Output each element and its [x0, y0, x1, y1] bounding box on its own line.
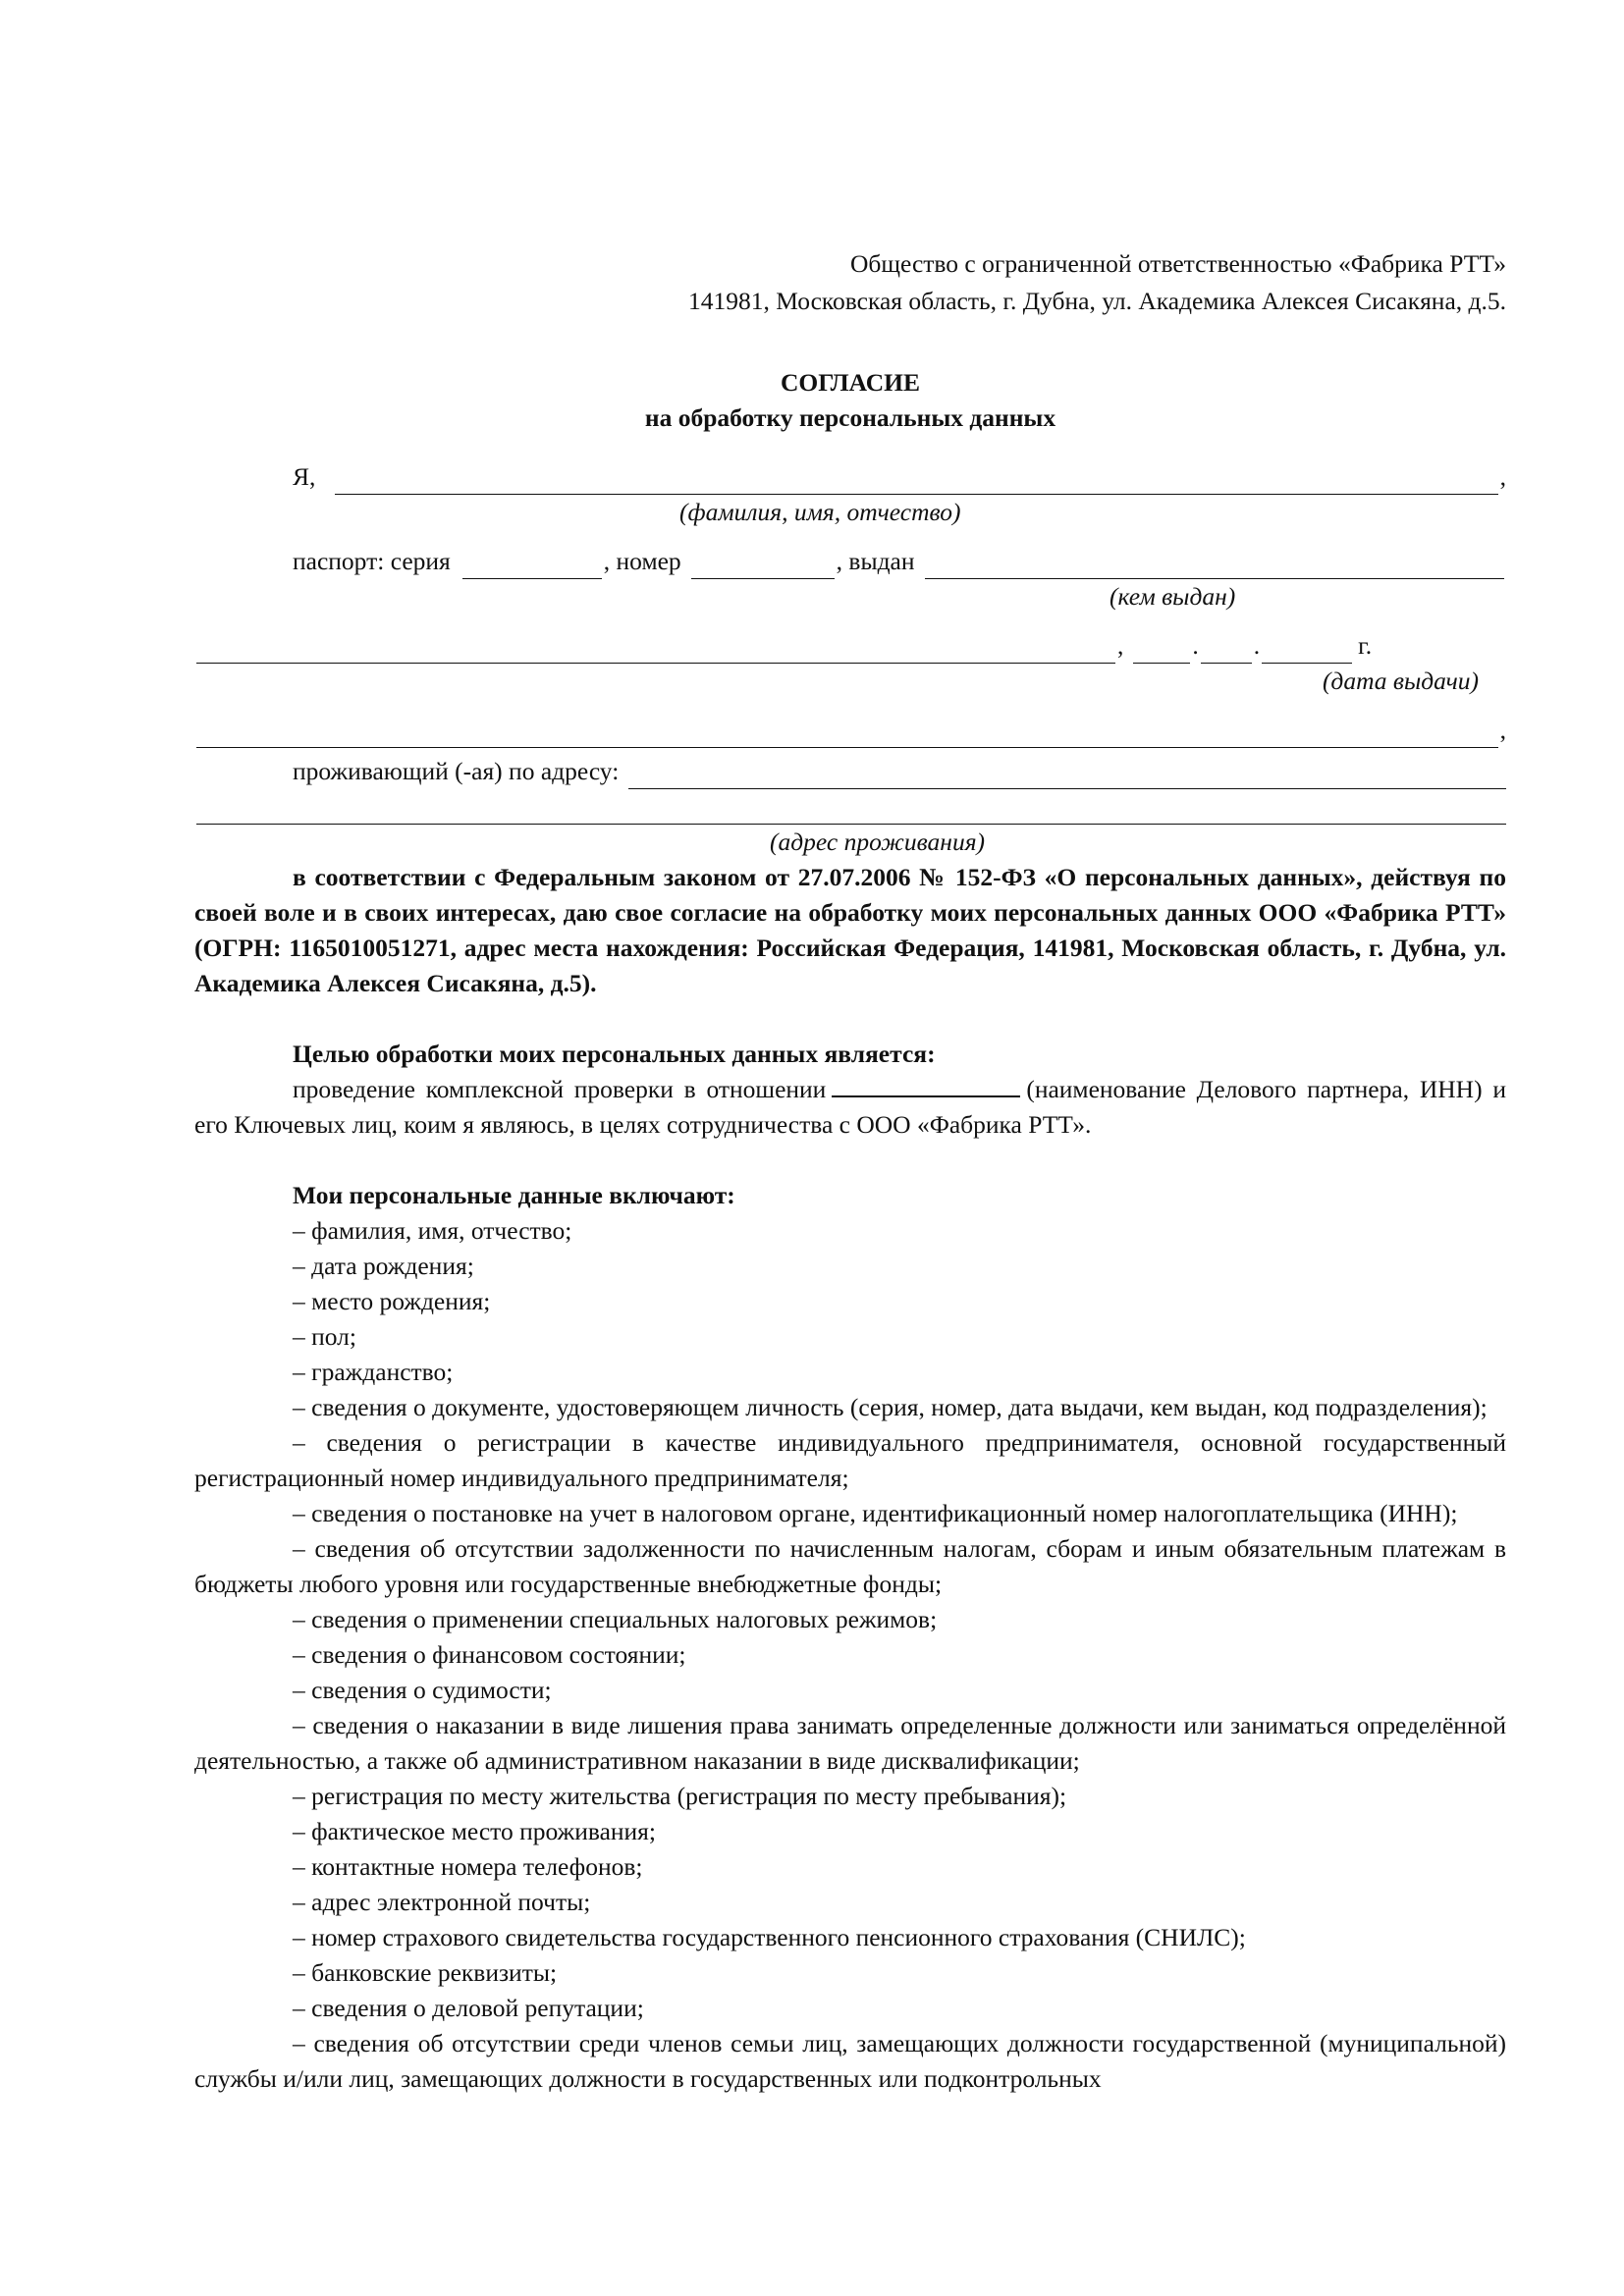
list-item: – сведения о наказании в виде лишения права занимать определенные должности или заниматься определённой деятельностью, а также об административном наказании в виде дисквалификации; [194, 1711, 1506, 1775]
fio-field[interactable] [335, 467, 1497, 495]
purpose-heading: Целью обработки моих персональных данных является: [293, 1040, 936, 1068]
list-item: – место рождения; [293, 1287, 491, 1315]
list-item: – дата рождения; [293, 1252, 474, 1280]
title-main: СОГЛАСИЕ [780, 368, 921, 397]
org-address: 141981, Московская область, г. Дубна, ул. Академика Алексея Сисакяна, д.5. [687, 287, 1506, 315]
list-item: – сведения об отсутствии задолженности по начисленным налогам, сборам и иным обязательным платежам в бюджеты любого уровня или государственные внебюджетные фонды; [194, 1534, 1506, 1598]
issue-date-row [194, 628, 1506, 664]
passport-series-field[interactable] [462, 552, 602, 579]
data-list-heading: Мои персональные данные включают: [293, 1181, 735, 1209]
purpose-paragraph [194, 1072, 1506, 1143]
passport-number-field[interactable] [691, 552, 835, 579]
extra-field[interactable] [196, 721, 1498, 748]
address-continuation-row [194, 789, 1506, 825]
purpose-text-before: проведение комплексной проверки в отношении [293, 1075, 827, 1103]
list-item: – контактные номера телефонов; [293, 1852, 643, 1881]
passport-row [194, 544, 1506, 579]
issued-by-continuation-field[interactable] [196, 636, 1115, 664]
date-dot-1: . [1192, 631, 1199, 660]
issued-by-field[interactable] [925, 552, 1504, 579]
fio-caption: (фамилия, имя, отчество) [679, 498, 961, 526]
issue-day-field[interactable] [1133, 636, 1190, 664]
partner-name-field[interactable] [832, 1072, 1020, 1097]
list-item: – сведения о применении специальных налоговых режимов; [293, 1605, 938, 1633]
issued-label: , выдан [836, 547, 915, 575]
address-label: проживающий (-ая) по адресу: [293, 757, 620, 785]
date-comma: , [1117, 631, 1124, 660]
title-sub: на обработку персональных данных [644, 403, 1056, 432]
consent-paragraph: в соответствии с Федеральным законом от 27.07.2006 № 152-ФЗ «О персональных данных», действуя по своей воле и в своих интересах, даю свое согласие на обработку моих персональных данных ООО «Фабрика РТТ» (ОГРН: 1165010051271, адрес места нахождения: Российская Федерация, 141981, Московская область, г. Дубна, ул. Академика Алексея Сисакяна, д.5). [194, 863, 1506, 997]
document-page [194, 245, 1506, 2097]
list-item: – сведения о деловой репутации; [293, 1994, 644, 2022]
date-dot-2: . [1253, 631, 1261, 660]
i-label: Я, [293, 462, 316, 491]
address-row [194, 754, 1506, 789]
fio-row [194, 459, 1506, 495]
issued-by-caption: (кем выдан) [1110, 582, 1236, 611]
list-item: – сведения о финансовом состоянии; [293, 1640, 686, 1669]
list-item: – фактическое место проживания; [293, 1817, 656, 1845]
issue-date-caption: (дата выдачи) [1322, 667, 1479, 695]
address-continuation-field[interactable] [196, 797, 1506, 825]
address-field[interactable] [628, 762, 1506, 789]
list-item: – банковские реквизиты; [293, 1958, 558, 1987]
recipient-header [194, 245, 1506, 320]
list-item: – сведения о регистрации в качестве индивидуального предпринимателя, основной государственный регистрационный номер индивидуального предпринимателя; [194, 1428, 1506, 1492]
list-item: – гражданство; [293, 1358, 454, 1386]
list-item: – пол; [293, 1322, 356, 1351]
date-year-suffix: г. [1358, 631, 1373, 660]
address-caption: (адрес проживания) [770, 828, 986, 856]
list-item: – сведения о постановке на учет в налоговом органе, идентификационный номер налогоплательщика (ИНН); [293, 1499, 1458, 1527]
list-item: – фамилия, имя, отчество; [293, 1216, 572, 1245]
passport-label: паспорт: серия [293, 547, 451, 575]
org-name: Общество с ограниченной ответственностью «Фабрика РТТ» [849, 249, 1506, 278]
issue-month-field[interactable] [1201, 636, 1252, 664]
list-item: – номер страхового свидетельства государственного пенсионного страхования (СНИЛС); [293, 1923, 1246, 1951]
list-item: – сведения о документе, удостоверяющем личность (серия, номер, дата выдачи, кем выдан, код подразделения); [293, 1393, 1488, 1421]
extra-line-comma: , [1499, 716, 1506, 744]
number-label: , номер [603, 547, 681, 575]
extra-line-row [194, 713, 1506, 748]
list-item: – сведения о судимости; [293, 1676, 552, 1704]
fio-end-comma: , [1499, 462, 1506, 491]
list-item: – сведения об отсутствии среди членов семьи лиц, замещающих должности государственной (муниципальной) службы и/или лиц, замещающих должности в государственных или подконтрольных [194, 2029, 1506, 2093]
purpose-text-after: (наименование Делового партнера, ИНН) и его Ключевых лиц, коим я являюсь, в целях сотрудничества с ООО «Фабрика РТТ». [194, 1075, 1506, 1139]
document-title [194, 365, 1506, 436]
issue-year-field[interactable] [1262, 636, 1352, 664]
list-item: – адрес электронной почты; [293, 1888, 591, 1916]
list-item: – регистрация по месту жительства (регистрация по месту пребывания); [293, 1782, 1067, 1810]
data-list [194, 1213, 1506, 2097]
